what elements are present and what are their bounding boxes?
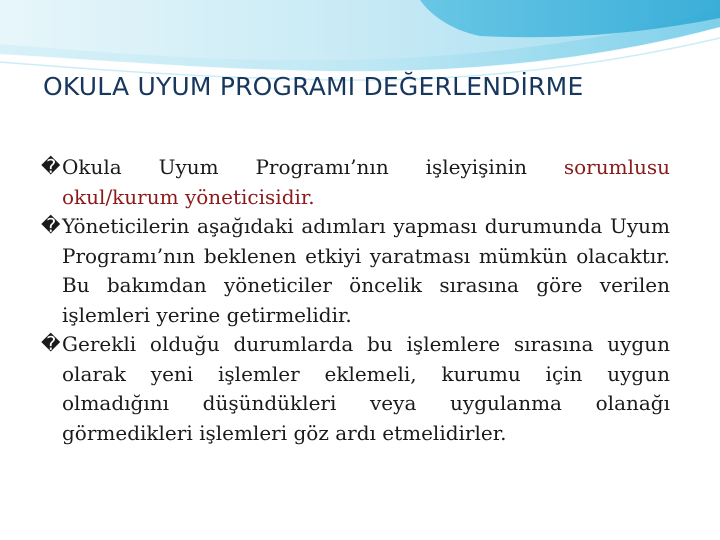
paragraph-text: Yöneticilerin aşağıdaki adımları yapması durumunda Uyum Programı’nın beklenen etkiyi yaratması mümkün olacaktır. Bu bakımdan yöneticiler öncelik sırasına göre verilen işlemleri yerine getirmelidir. bbox=[62, 214, 670, 327]
slide-title: OKULA UYUM PROGRAMI DEĞERLENDİRME bbox=[43, 72, 584, 101]
bullet-glyph-icon: � bbox=[41, 156, 61, 178]
highlighted-text: sorumlusu okul/kurum yöneticisidir. bbox=[62, 155, 670, 209]
bullet-glyph-icon: � bbox=[41, 333, 61, 355]
bullet-glyph-icon: � bbox=[41, 215, 61, 237]
bullet-paragraph-2 bbox=[41, 212, 670, 330]
bullet-paragraph-1 bbox=[41, 153, 670, 212]
bullet-paragraph-3 bbox=[41, 330, 670, 448]
paragraph-text: Okula Uyum Programı’nın işleyişinin bbox=[62, 155, 564, 179]
paragraph-text: Gerekli olduğu durumlarda bu işlemlere sırasına uygun olarak yeni işlemler eklemeli, kurumu için uygun olmadığını düşündükleri veya uygulanma olanağı görmedikleri işlemleri göz ardı etmelidirler. bbox=[62, 332, 670, 445]
slide-body bbox=[41, 153, 670, 448]
